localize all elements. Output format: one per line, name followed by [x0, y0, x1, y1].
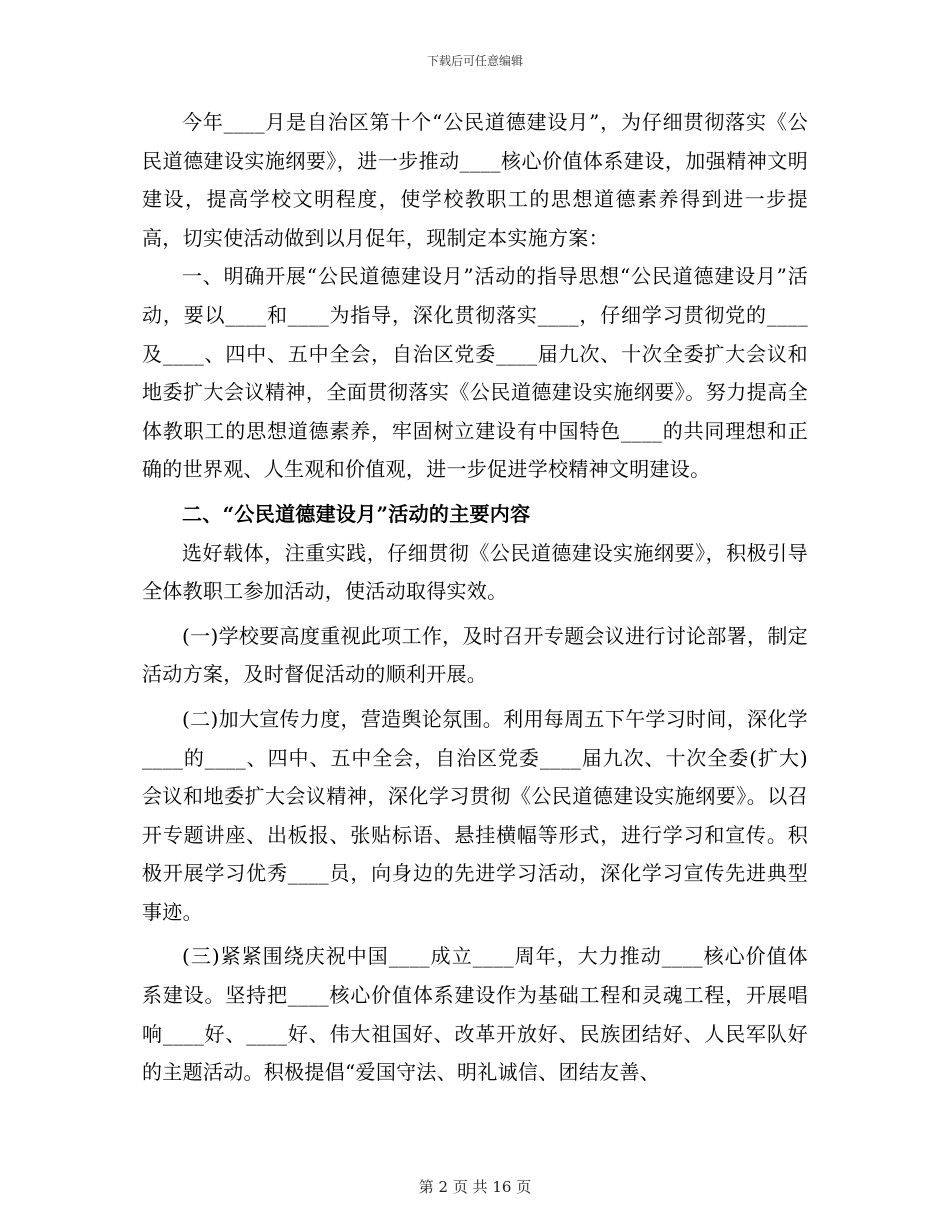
paragraph-intro: 今年____月是自治区第十个“公民道德建设月”，为仔细贯彻落实《公民道德建设实施纲要》，进一步推动____核心价值体系建设，加强精神文明建设，提高学校文明程度，使学校教职工的思想道德素养得到进一步提高，切实使活动做到以月促年，现制定本实施方案： [142, 110, 808, 250]
section-two-heading: 二、“公民道德建设月”活动的主要内容 [182, 501, 531, 526]
paragraph-item-one: (一)学校要高度重视此项工作，及时召开专题会议进行讨论部署，制定活动方案，及时督促活动的顺利开展。 [142, 623, 808, 687]
paragraph-item-three: (三)紧紧围绕庆祝中国____成立____周年，大力推动____核心价值体系建设。坚持把____核心价值体系建设作为基础工程和灵魂工程，开展唱响____好、____好、伟大祖国好、改革开放好、民族团结好、人民军队好的主题活动。积极提倡“爱国守法、明礼诚信、团结友善、 [142, 944, 808, 1085]
header-note: 下载后可任意编辑 [426, 54, 523, 68]
paragraph-section-one: 一、明确开展“公民道德建设月”活动的指导思想“公民道德建设月”活动，要以____和____为指导，深化贯彻落实____，仔细学习贯彻党的____及____、四中、五中全会，自治区党委____届九次、十次全委扩大会议和地委扩大会议精神，全面贯彻落实《公民道德建设实施纲要》。努力提高全体教职工的思想道德素养，牢固树立建设有中国特色____的共同理想和正确的世界观、人生观和价值观，进一步促进学校精神文明建设。 [142, 264, 808, 482]
paragraph-item-two: (二)加大宣传力度，营造舆论氛围。利用每周五下午学习时间，深化学____的____、四中、五中全会，自治区党委____届九次、十次全委(扩大)会议和地委扩大会议精神，深化学习贯彻《公民道德建设实施纲要》。以召开专题讲座、出板报、张贴标语、悬挂横幅等形式，进行学习和宣传。积极开展学习优秀____员，向身边的先进学习活动，深化学习宣传先进典型事迹。 [142, 706, 808, 924]
document-body [142, 103, 808, 1092]
paragraph-carrier: 选好载体，注重实践，仔细贯彻《公民道德建设实施纲要》，积极引导全体教职工参加活动，使活动取得实效。 [142, 540, 808, 604]
page-number: 第 2 页 共 16 页 [418, 1178, 532, 1196]
